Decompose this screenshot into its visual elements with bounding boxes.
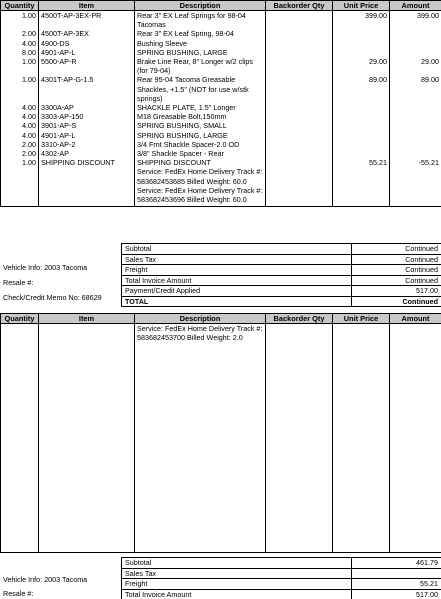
cell-item: 3300A-AP xyxy=(39,103,135,112)
vehicle-info: Vehicle Info: 2003 Tacoma xyxy=(3,575,88,584)
cell-backorder-qty xyxy=(266,140,333,149)
cell-backorder-qty xyxy=(266,29,333,38)
cell-item: 4301T-AP-G-1.5 xyxy=(39,75,135,103)
description-line: Tacomas xyxy=(137,20,166,30)
cell-backorder-qty xyxy=(266,186,333,204)
cell-quantity: 1.00 xyxy=(1,75,39,103)
cell-item xyxy=(39,324,135,343)
table-row xyxy=(1,158,441,167)
description-line: (for 79-04) xyxy=(137,66,171,76)
description-line: Shackles, +1.5" (NOT for use w/stk xyxy=(137,84,249,94)
cell-description xyxy=(135,103,266,112)
cell-quantity: 2.00 xyxy=(1,140,39,149)
cell-description xyxy=(135,131,266,140)
summary-label: Total Invoice Amount xyxy=(122,275,352,286)
cell-amount xyxy=(390,39,441,48)
cell-amount xyxy=(390,324,441,343)
cell-description xyxy=(135,121,266,130)
summary-value: Continued xyxy=(352,265,441,276)
cell-amount xyxy=(390,48,441,57)
description-line: Service: FedEx Home Delivery Track #: xyxy=(137,324,263,333)
header-item: Item xyxy=(39,1,135,11)
header-unit-price: Unit Price xyxy=(333,1,390,11)
info-block-1 xyxy=(3,263,102,302)
cell-unit-price xyxy=(333,29,390,38)
table-row xyxy=(1,11,441,30)
summary-label: Payment/Credit Applied xyxy=(122,286,352,297)
cell-item: 4901-AP-L xyxy=(39,131,135,140)
header-description: Description xyxy=(135,314,266,324)
cell-unit-price xyxy=(333,186,390,204)
summary-label: Total Invoice Amount xyxy=(122,589,352,599)
summary-label: Freight xyxy=(122,579,352,590)
summary-row xyxy=(122,296,441,307)
cell-quantity: 1.00 xyxy=(1,11,39,30)
cell-item: 4500T-AP-3EX xyxy=(39,29,135,38)
filler-row xyxy=(1,342,441,552)
summary-row xyxy=(122,579,441,590)
cell-item: 4500T-AP-3EX-PR xyxy=(39,11,135,30)
description-line: 3/4 Frnt Shackle Spacer-2.0 OD xyxy=(137,139,240,149)
cell-unit-price xyxy=(333,324,390,343)
summary-row xyxy=(122,286,441,297)
cell-description xyxy=(135,167,266,185)
cell-amount xyxy=(390,121,441,130)
summary-value: Continued xyxy=(352,296,441,307)
description-line: Bushing Sleeve xyxy=(137,38,187,48)
cell-backorder-qty xyxy=(266,11,333,30)
header-backorder-qty: Backorder Qty xyxy=(266,314,333,324)
filler-cell xyxy=(266,342,333,552)
cell-amount xyxy=(390,186,441,204)
cell-quantity: 2.00 xyxy=(1,29,39,38)
header-quantity: Quantity xyxy=(1,1,39,11)
description-line: SPRING BUSHING, LARGE xyxy=(137,130,228,140)
cell-backorder-qty xyxy=(266,158,333,167)
cell-quantity: 4.00 xyxy=(1,103,39,112)
cell-quantity: 2.00 xyxy=(1,149,39,158)
description-line: Rear 3" EX Leaf Springs for 98-04 xyxy=(137,11,246,20)
cell-backorder-qty xyxy=(266,57,333,75)
header-unit-price: Unit Price xyxy=(333,314,390,324)
description-line: Service: FedEx Home Delivery Track #: xyxy=(137,185,263,195)
cell-item: 4302-AP xyxy=(39,149,135,158)
cell-item: 3310-AP-2 xyxy=(39,140,135,149)
table-row xyxy=(1,186,441,204)
summary-label: Sales Tax xyxy=(122,254,352,265)
description-line: Brake Line Rear, 8" Longer w/2 clips xyxy=(137,57,254,67)
summary-row xyxy=(122,589,441,599)
cell-unit-price xyxy=(333,149,390,158)
cell-unit-price xyxy=(333,140,390,149)
cell-amount: -55.21 xyxy=(390,158,441,167)
cell-description xyxy=(135,149,266,158)
cell-unit-price xyxy=(333,167,390,185)
vehicle-info: Vehicle Info: 2003 Tacoma xyxy=(3,263,88,272)
description-line: 3/8" Shackle Spacer - Rear xyxy=(137,149,224,159)
cell-quantity: 1.00 xyxy=(1,158,39,167)
resale-number: Resale #: xyxy=(3,278,34,287)
cell-item: 5500-AP-R xyxy=(39,57,135,75)
filler-cell xyxy=(266,204,333,206)
cell-description xyxy=(135,57,266,75)
header-item: Item xyxy=(39,314,135,324)
header-amount: Amount xyxy=(390,1,441,11)
cell-amount: 89.00 xyxy=(390,75,441,103)
cell-description xyxy=(135,186,266,204)
table-row xyxy=(1,57,441,75)
summary-label: Sales Tax xyxy=(122,568,352,579)
cell-unit-price xyxy=(333,131,390,140)
cell-quantity: 4.00 xyxy=(1,112,39,121)
cell-unit-price: 55.21 xyxy=(333,158,390,167)
description-line: Rear 3" EX Leaf Spring, 98-04 xyxy=(137,29,234,39)
cell-quantity: 4.00 xyxy=(1,131,39,140)
summary-row xyxy=(122,275,441,286)
cell-unit-price: 89.00 xyxy=(333,75,390,103)
summary-table-1 xyxy=(121,243,441,307)
cell-backorder-qty xyxy=(266,131,333,140)
cell-description xyxy=(135,112,266,121)
cell-backorder-qty xyxy=(266,167,333,185)
cell-description xyxy=(135,140,266,149)
cell-item: SHIPPING DISCOUNT xyxy=(39,158,135,167)
filler-row xyxy=(1,204,441,206)
cell-item: 4900-DS xyxy=(39,39,135,48)
cell-amount xyxy=(390,112,441,121)
table-row xyxy=(1,131,441,140)
cell-amount xyxy=(390,103,441,112)
cell-description xyxy=(135,11,266,30)
cell-backorder-qty xyxy=(266,112,333,121)
description-line: Service: FedEx Home Delivery Track #: xyxy=(137,167,263,177)
summary-value: 55.21 xyxy=(352,579,441,590)
summary-table-2 xyxy=(121,557,441,599)
cell-quantity xyxy=(1,167,39,185)
table-row xyxy=(1,324,441,343)
cell-description xyxy=(135,39,266,48)
cell-backorder-qty xyxy=(266,75,333,103)
filler-cell xyxy=(390,342,441,552)
line-items-table xyxy=(0,0,441,207)
cell-backorder-qty xyxy=(266,39,333,48)
description-line: 583682453685 Billed Weight: 60.0 xyxy=(137,176,247,186)
cell-unit-price: 399.00 xyxy=(333,11,390,30)
cell-quantity: 8.00 xyxy=(1,48,39,57)
cell-quantity: 1.00 xyxy=(1,57,39,75)
table-row xyxy=(1,121,441,130)
cell-quantity xyxy=(1,186,39,204)
summary-value: Continued xyxy=(352,244,441,255)
cell-quantity: 4.00 xyxy=(1,121,39,130)
summary-label: TOTAL xyxy=(122,296,352,307)
header-amount: Amount xyxy=(390,314,441,324)
summary-row xyxy=(122,568,441,579)
line-items-table-continued xyxy=(0,313,441,553)
cell-description xyxy=(135,75,266,103)
description-line: SPRING BUSHING, SMALL xyxy=(137,121,227,131)
cell-unit-price xyxy=(333,103,390,112)
filler-cell xyxy=(39,204,135,206)
filler-cell xyxy=(333,204,390,206)
table-row xyxy=(1,112,441,121)
table-row xyxy=(1,48,441,57)
summary-label: Freight xyxy=(122,265,352,276)
description-line: SHIPPING DISCOUNT xyxy=(137,158,211,168)
info-block-2 xyxy=(3,575,87,598)
cell-backorder-qty xyxy=(266,121,333,130)
cell-backorder-qty xyxy=(266,48,333,57)
summary-value: 461.79 xyxy=(352,558,441,569)
cell-backorder-qty xyxy=(266,149,333,158)
cell-description xyxy=(135,158,266,167)
cell-unit-price xyxy=(333,39,390,48)
summary-value: Continued xyxy=(352,254,441,265)
table-row xyxy=(1,29,441,38)
description-line: SPRING BUSHING, LARGE xyxy=(137,47,228,57)
description-line: springs) xyxy=(137,93,163,103)
filler-cell xyxy=(1,204,39,206)
header-backorder-qty: Backorder Qty xyxy=(266,1,333,11)
summary-row xyxy=(122,244,441,255)
summary-value: Continued xyxy=(352,275,441,286)
cell-quantity xyxy=(1,324,39,343)
filler-cell xyxy=(333,342,390,552)
cell-item: 4901-AP-L xyxy=(39,48,135,57)
cell-unit-price xyxy=(333,48,390,57)
table-row xyxy=(1,167,441,185)
cell-unit-price xyxy=(333,112,390,121)
table-row xyxy=(1,149,441,158)
table-header-row xyxy=(1,314,441,324)
filler-cell xyxy=(135,342,266,552)
cell-amount: 29.00 xyxy=(390,57,441,75)
summary-value: 517.00 xyxy=(352,286,441,297)
description-line: 583682453696 Billed Weight: 60.0 xyxy=(137,195,247,205)
summary-row xyxy=(122,254,441,265)
table-row xyxy=(1,103,441,112)
summary-label: Subtotal xyxy=(122,244,352,255)
summary-value: 517.00 xyxy=(352,589,441,599)
filler-cell xyxy=(1,342,39,552)
header-description: Description xyxy=(135,1,266,11)
cell-item xyxy=(39,167,135,185)
description-line: Rear 95-04 Tacoma Greasable xyxy=(137,75,236,85)
cell-amount xyxy=(390,29,441,38)
table-row xyxy=(1,39,441,48)
cell-amount xyxy=(390,140,441,149)
description-line: SHACKLE PLATE, 1.5" Longer xyxy=(137,103,236,113)
filler-cell xyxy=(390,204,441,206)
summary-label: Subtotal xyxy=(122,558,352,569)
cell-item xyxy=(39,186,135,204)
table-row xyxy=(1,140,441,149)
check-credit-memo: Check/Credit Memo No: 68629 xyxy=(3,293,102,302)
cell-description xyxy=(135,324,266,343)
cell-item: 3901-AP-S xyxy=(39,121,135,130)
table-header-row xyxy=(1,1,441,11)
cell-item: 3303-AP-150 xyxy=(39,112,135,121)
filler-cell xyxy=(135,204,266,206)
filler-cell xyxy=(39,342,135,552)
cell-backorder-qty xyxy=(266,103,333,112)
cell-amount xyxy=(390,131,441,140)
summary-row xyxy=(122,265,441,276)
description-line: M18 Greasable Bolt,150mm xyxy=(137,112,227,122)
cell-amount: 399.00 xyxy=(390,11,441,30)
summary-value xyxy=(352,568,441,579)
cell-amount xyxy=(390,149,441,158)
cell-unit-price: 29.00 xyxy=(333,57,390,75)
cell-backorder-qty xyxy=(266,324,333,343)
cell-description xyxy=(135,48,266,57)
summary-row xyxy=(122,558,441,569)
resale-number: Resale #: xyxy=(3,589,34,598)
cell-unit-price xyxy=(333,121,390,130)
cell-quantity: 4.00 xyxy=(1,39,39,48)
header-quantity: Quantity xyxy=(1,314,39,324)
description-line: 583682453700 Billed Weight: 2.0 xyxy=(137,333,243,343)
cell-description xyxy=(135,29,266,38)
cell-amount xyxy=(390,167,441,185)
table-row xyxy=(1,75,441,103)
